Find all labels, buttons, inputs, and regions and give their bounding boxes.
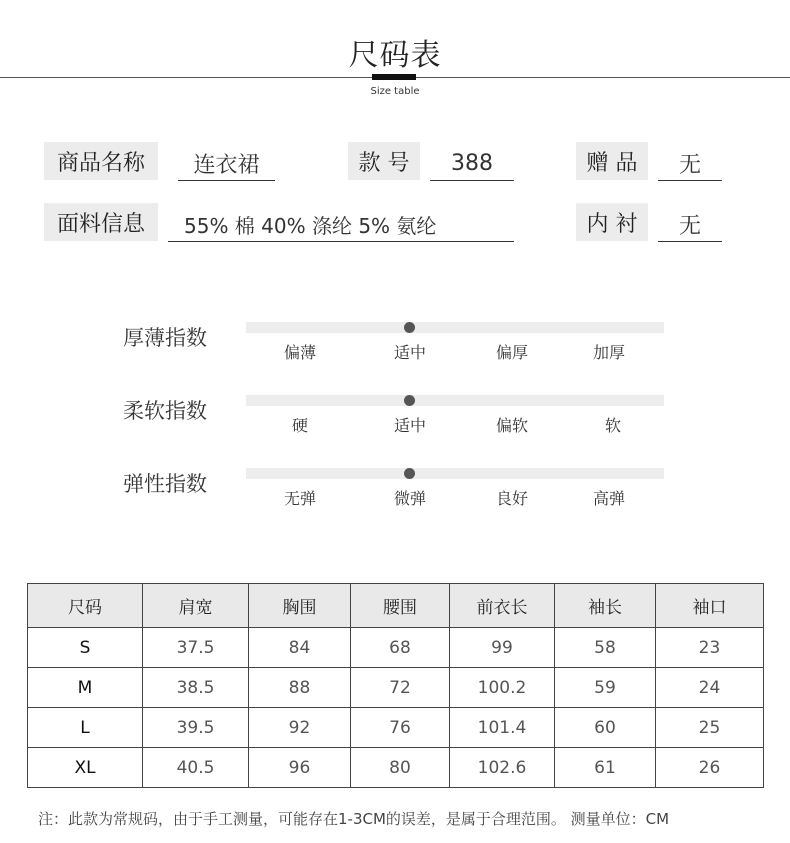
elasticity-index-track bbox=[246, 468, 664, 479]
thickness-option: 适中 bbox=[393, 343, 426, 362]
elasticity-option: 高弹 bbox=[592, 489, 625, 508]
thickness-option: 加厚 bbox=[592, 343, 625, 362]
table-cell: 23 bbox=[656, 628, 764, 668]
table-row bbox=[28, 668, 764, 708]
softness-option: 软 bbox=[604, 416, 621, 435]
table-cell: 68 bbox=[351, 628, 450, 668]
elasticity-index-label: 弹性指数 bbox=[123, 472, 207, 496]
header-accent-bar bbox=[372, 74, 416, 80]
table-cell: 38.5 bbox=[143, 668, 249, 708]
thickness-option: 偏薄 bbox=[283, 343, 316, 362]
column-header: 袖长 bbox=[555, 584, 656, 628]
product-name-value: 连衣裙 bbox=[178, 142, 275, 181]
table-cell: 72 bbox=[351, 668, 450, 708]
softness-index-track bbox=[246, 395, 664, 406]
table-cell: 40.5 bbox=[143, 748, 249, 788]
elasticity-index-marker bbox=[404, 468, 415, 479]
table-row bbox=[28, 628, 764, 668]
table-row bbox=[28, 708, 764, 748]
table-cell: 80 bbox=[351, 748, 450, 788]
softness-option: 适中 bbox=[393, 416, 426, 435]
table-cell: 100.2 bbox=[450, 668, 555, 708]
elasticity-option: 微弹 bbox=[393, 489, 426, 508]
table-cell: 24 bbox=[656, 668, 764, 708]
table-cell: XL bbox=[28, 748, 143, 788]
column-header: 尺码 bbox=[28, 584, 143, 628]
table-cell: L bbox=[28, 708, 143, 748]
softness-option: 硬 bbox=[291, 416, 308, 435]
thickness-index-marker bbox=[404, 322, 415, 333]
gift-value: 无 bbox=[658, 142, 722, 181]
fabric-label: 面料信息 bbox=[44, 203, 158, 241]
table-cell: S bbox=[28, 628, 143, 668]
table-cell: 58 bbox=[555, 628, 656, 668]
softness-index-marker bbox=[404, 395, 415, 406]
table-cell: 61 bbox=[555, 748, 656, 788]
table-cell: 102.6 bbox=[450, 748, 555, 788]
table-row bbox=[28, 748, 764, 788]
column-header: 肩宽 bbox=[143, 584, 249, 628]
thickness-index-label: 厚薄指数 bbox=[123, 326, 207, 350]
lining-value: 无 bbox=[658, 203, 722, 242]
table-cell: 59 bbox=[555, 668, 656, 708]
table-cell: 37.5 bbox=[143, 628, 249, 668]
table-cell: 96 bbox=[249, 748, 351, 788]
table-cell: 25 bbox=[656, 708, 764, 748]
lining-label: 内 衬 bbox=[576, 203, 648, 241]
elasticity-option: 无弹 bbox=[283, 489, 316, 508]
table-cell: 76 bbox=[351, 708, 450, 748]
table-cell: 84 bbox=[249, 628, 351, 668]
table-cell: 26 bbox=[656, 748, 764, 788]
table-cell: 99 bbox=[450, 628, 555, 668]
page-title: 尺码表 bbox=[348, 38, 442, 73]
column-header: 袖口 bbox=[656, 584, 764, 628]
softness-index-label: 柔软指数 bbox=[123, 399, 207, 423]
thickness-index-track bbox=[246, 322, 664, 333]
table-cell: 88 bbox=[249, 668, 351, 708]
table-cell: 39.5 bbox=[143, 708, 249, 748]
table-header-row bbox=[28, 584, 764, 628]
table-cell: 60 bbox=[555, 708, 656, 748]
measurement-note: 注：此款为常规码，由于手工测量，可能存在1-3CM的误差，是属于合理范围。 测量单位：CM bbox=[38, 810, 670, 828]
column-header: 腰围 bbox=[351, 584, 450, 628]
page-subtitle: Size table bbox=[370, 86, 420, 97]
product-name-label: 商品名称 bbox=[44, 142, 158, 180]
style-number-label: 款 号 bbox=[348, 142, 420, 180]
column-header: 胸围 bbox=[249, 584, 351, 628]
fabric-value: 55% 棉 40% 涤纶 5% 氨纶 bbox=[168, 203, 514, 242]
gift-label: 赠 品 bbox=[576, 142, 648, 180]
table-cell: 101.4 bbox=[450, 708, 555, 748]
table-cell: 92 bbox=[249, 708, 351, 748]
thickness-option: 偏厚 bbox=[495, 343, 528, 362]
elasticity-option: 良好 bbox=[495, 489, 528, 508]
softness-option: 偏软 bbox=[495, 416, 528, 435]
style-number-value: 388 bbox=[430, 142, 514, 181]
table-cell: M bbox=[28, 668, 143, 708]
size-table bbox=[27, 583, 764, 788]
column-header: 前衣长 bbox=[450, 584, 555, 628]
